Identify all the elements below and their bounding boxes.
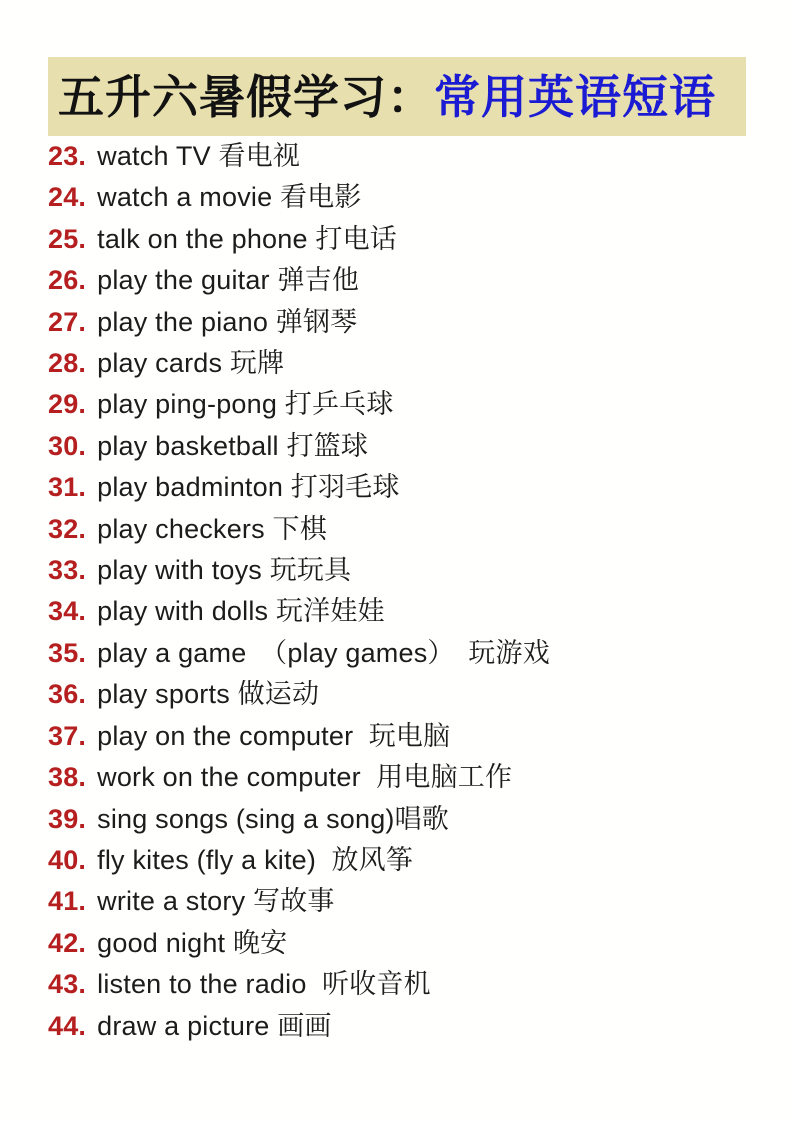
phrase-number: 30. [48,430,87,461]
title-blue-text: 常用英语短语 [434,70,716,123]
phrase-number: 26. [48,265,87,296]
phrase-text: play basketball 打篮球 [97,430,369,461]
phrase-text: listen to the radio 听收音机 [97,969,431,1000]
phrase-text: watch a movie 看电影 [97,182,362,213]
phrase-number: 41. [48,886,87,917]
phrase-text: watch TV 看电视 [97,141,301,171]
phrase-number: 44. [48,1010,87,1041]
phrase-text: play the piano 弹钢琴 [97,306,358,337]
phrase-item [48,384,768,425]
phrase-item [48,674,768,715]
phrase-item [48,260,768,301]
phrase-item [48,1006,768,1047]
phrase-text: play on the computer 玩电脑 [97,720,451,751]
phrase-text: play with toys 玩玩具 [97,555,352,586]
phrase-number: 40. [48,844,87,875]
phrase-text: talk on the phone 打电话 [97,223,398,254]
phrase-number: 32. [48,513,87,544]
phrase-number: 39. [48,803,87,834]
phrase-item [48,881,768,922]
page-title [58,70,716,123]
phrase-number: 36. [48,679,87,710]
phrase-number: 43. [48,969,87,1000]
phrase-number: 25. [48,223,87,254]
phrase-number: 35. [48,637,87,668]
phrase-text: draw a picture 画画 [97,1010,332,1041]
phrase-text: fly kites (fly a kite) 放风筝 [97,844,414,875]
phrase-item [48,633,768,674]
phrase-text: work on the computer 用电脑工作 [97,762,513,793]
phrase-text: good night 晚安 [97,927,288,958]
phrase-item [48,343,768,384]
phrase-item [48,219,768,260]
phrase-text: write a story 写故事 [97,886,335,917]
phrase-text: play ping-pong 打乒乓球 [97,389,394,420]
phrase-text: play the guitar 弹吉他 [97,265,360,296]
phrase-number: 34. [48,596,87,627]
phrase-item [48,799,768,840]
phrase-item [48,177,768,218]
title-black-text: 五升六暑假学习： [58,70,434,123]
phrase-text: play cards 玩牌 [97,348,285,379]
phrase-number: 37. [48,720,87,751]
phrase-item [48,840,768,881]
phrase-number: 33. [48,555,87,586]
phrase-text: play badminton 打羽毛球 [97,472,400,503]
phrase-item [48,426,768,467]
phrase-number: 28. [48,348,87,379]
phrase-item [48,509,768,550]
title-band [48,57,746,136]
phrase-item [48,467,768,508]
phrase-text: sing songs (sing a song)唱歌 [97,803,450,834]
phrase-number: 27. [48,306,87,337]
phrase-text: play checkers 下棋 [97,513,327,544]
phrase-item [48,136,768,177]
phrase-number: 38. [48,762,87,793]
phrase-item [48,923,768,964]
phrase-item [48,757,768,798]
phrase-number: 42. [48,927,87,958]
phrase-text: play with dolls 玩洋娃娃 [97,596,385,627]
phrase-item [48,716,768,757]
phrase-item [48,550,768,591]
phrase-item [48,964,768,1005]
phrase-text: play a game （play games） 玩游戏 [97,637,550,668]
phrase-text: play sports 做运动 [97,679,320,710]
phrase-number: 23. [48,141,87,171]
phrase-number: 31. [48,472,87,503]
phrase-item [48,591,768,632]
phrase-list [48,136,768,1047]
phrase-item [48,302,768,343]
phrase-number: 29. [48,389,87,420]
phrase-number: 24. [48,182,87,213]
